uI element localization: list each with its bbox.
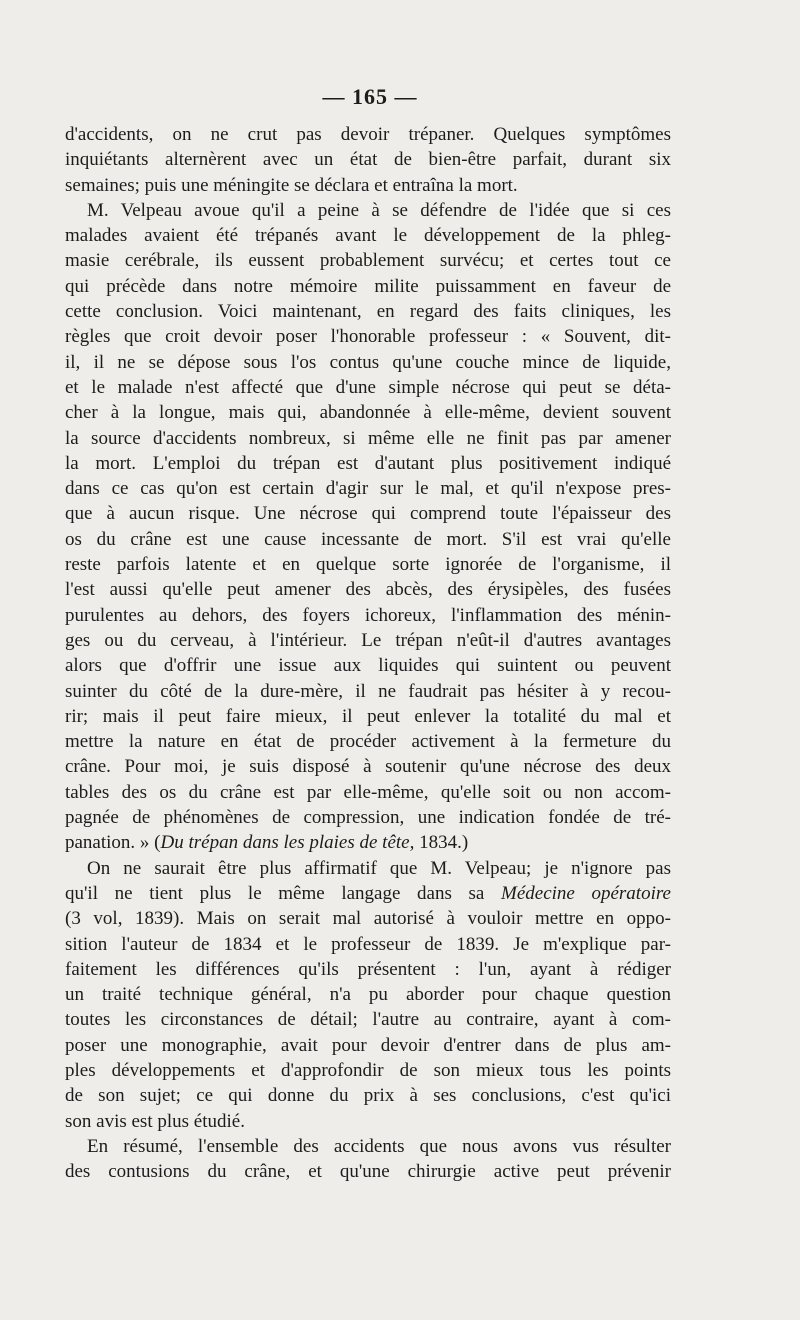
- text-line: son avis est plus étudié.: [65, 1110, 245, 1132]
- text-line: En résumé, l'ensemble des accidents que nous avons vus résulter: [87, 1135, 671, 1157]
- text-line: On ne saurait être plus affirmatif que M. Velpeau; je n'ignore pas: [87, 857, 671, 879]
- text-line: ges ou du cerveau, à l'intérieur. Le trépan n'eût-il d'autres avantages: [65, 629, 671, 651]
- text-line: semaines; puis une méningite se déclara et entraîna la mort.: [65, 174, 518, 196]
- text-line: tables des os du crâne est par elle-même, qu'elle soit ou non accom-: [65, 781, 671, 803]
- body-text: [65, 122, 671, 1184]
- text-line: de son sujet; ce qui donne du prix à ses conclusions, c'est qu'ici: [65, 1085, 671, 1107]
- text-line: pagnée de phénomènes de compression, une indication fondée de tré-: [65, 807, 671, 829]
- text-line: il, il ne se dépose sous l'os contus qu'une couche mince de liquide,: [65, 351, 671, 373]
- text-line: règles que croit devoir poser l'honorable professeur : « Souvent, dit-: [65, 326, 671, 348]
- text-line: rir; mais il peut faire mieux, il peut enlever la totalité du mal et: [65, 705, 671, 727]
- text-line: malades avaient été trépanés avant le développement de la phleg-: [65, 225, 671, 247]
- text-line: inquiétants alternèrent avec un état de bien-être parfait, durant six: [65, 149, 671, 171]
- text-segment: qu'il ne tient plus le même langage dans sa: [65, 882, 501, 904]
- text-line: purulentes au dehors, des foyers ichoreux, l'inflammation des ménin-: [65, 604, 671, 626]
- text-line: qui précède dans notre mémoire milite puissamment en faveur de: [65, 275, 671, 297]
- text-line: la mort. L'emploi du trépan est d'autant plus positivement indiqué: [65, 452, 671, 474]
- text-line: os du crâne est une cause incessante de mort. S'il est vrai qu'elle: [65, 528, 671, 550]
- text-line: reste parfois latente et en quelque sorte ignorée de l'organisme, il: [65, 554, 671, 576]
- text-line: faitement les différences qu'ils présentent : l'un, ayant à rédiger: [65, 958, 671, 980]
- text-line: que à aucun risque. Une nécrose qui comprend toute l'épaisseur des: [65, 503, 671, 525]
- text-line: masie cerébrale, ils eussent probablement survécu; et certes tout ce: [65, 250, 671, 272]
- text-line: cher à la longue, mais qui, abandonnée à elle-même, devient souvent: [65, 402, 671, 424]
- text-line: M. Velpeau avoue qu'il a peine à se défendre de l'idée que si ces: [87, 199, 671, 221]
- text-line: d'accidents, on ne crut pas devoir trépaner. Quelques symptômes: [65, 124, 671, 145]
- text-line: des contusions du crâne, et qu'une chirurgie active peut prévenir: [65, 1161, 671, 1183]
- italic-title: Du trépan dans les plaies de tête,: [160, 832, 415, 854]
- text-line: dans ce cas qu'on est certain d'agir sur le mal, et qu'il n'expose pres-: [65, 478, 671, 500]
- text-line: alors que d'offrir une issue aux liquides qui suintent ou peuvent: [65, 655, 671, 677]
- text-line: l'est aussi qu'elle peut amener des abcès, des érysipèles, des fusées: [65, 579, 671, 601]
- page-number: — 165 —: [322, 84, 418, 109]
- text-line: (3 vol, 1839). Mais on serait mal autorisé à vouloir mettre en oppo-: [65, 908, 671, 930]
- text-line: ples développements et d'approfondir de son mieux tous les points: [65, 1059, 671, 1081]
- text-line: un traité technique général, n'a pu aborder pour chaque question: [65, 984, 671, 1006]
- text-line: [65, 881, 671, 906]
- text-line: crâne. Pour moi, je suis disposé à soutenir qu'une nécrose des deux: [65, 756, 671, 778]
- text-line: toutes les circonstances de détail; l'autre au contraire, ayant à com-: [65, 1009, 671, 1031]
- text-line: poser une monographie, avait pour devoir d'entrer dans de plus am-: [65, 1034, 671, 1056]
- text-line: mettre la nature en état de procéder activement à la fermeture du: [65, 731, 671, 753]
- italic-title: Médecine opératoire: [501, 882, 671, 904]
- text-line: et le malade n'est affecté que d'une simple nécrose qui peut se déta-: [65, 376, 671, 398]
- text-line: la source d'accidents nombreux, si même elle ne finit pas par amener: [65, 427, 671, 449]
- text-line: [65, 830, 671, 855]
- text-segment: panation. » (: [65, 832, 161, 854]
- text-line: cette conclusion. Voici maintenant, en regard des faits cliniques, les: [65, 301, 671, 323]
- text-line: sition l'auteur de 1834 et le professeur de 1839. Je m'explique par-: [65, 933, 671, 955]
- text-segment: 1834.): [414, 832, 469, 854]
- text-line: suinter du côté de la dure-mère, il ne faudrait pas hésiter à y recou-: [65, 680, 671, 702]
